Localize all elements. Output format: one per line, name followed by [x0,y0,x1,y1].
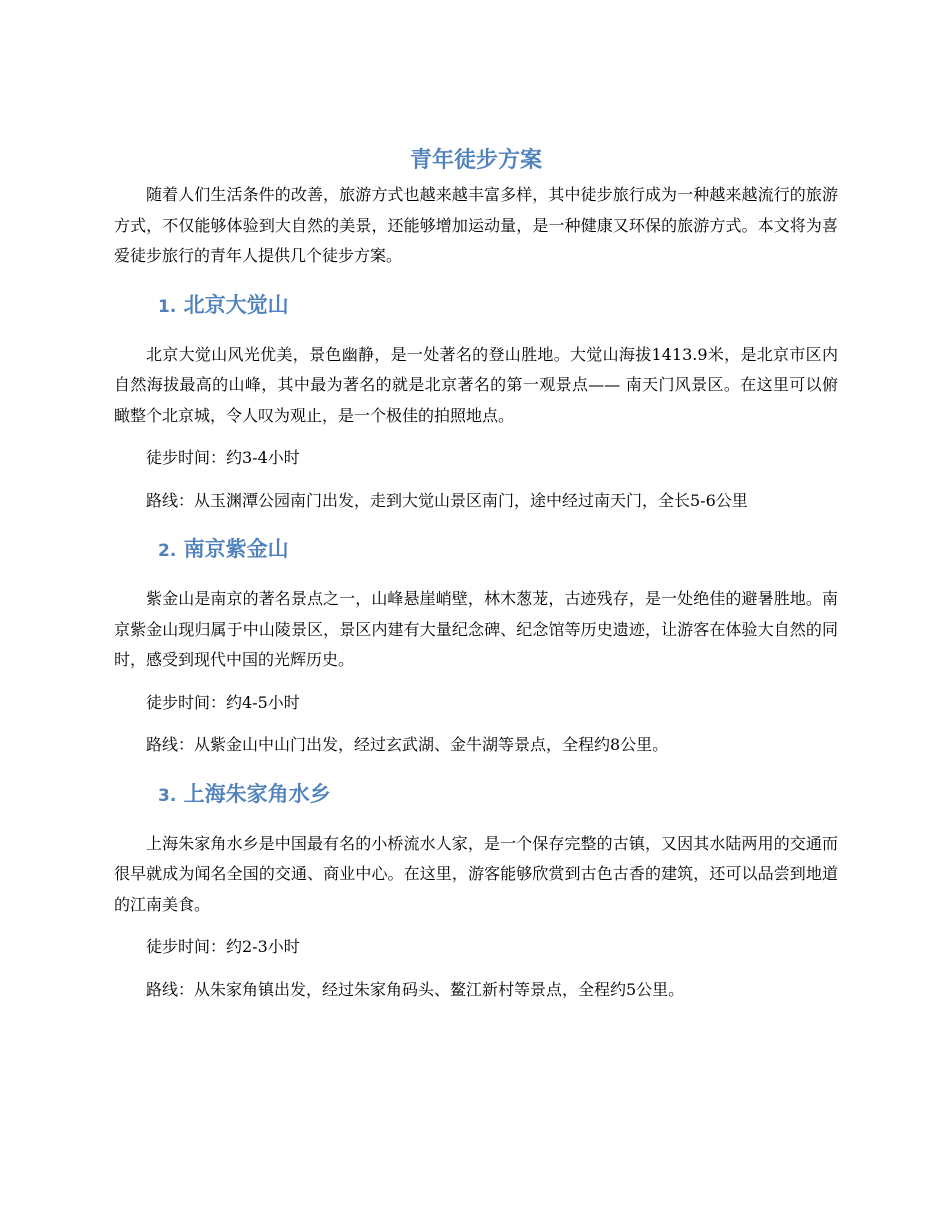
hiking-time: 徒步时间：约3-4小时 [146,448,300,467]
document-page [114,146,838,1005]
hiking-time: 徒步时间：约4-5小时 [146,692,300,712]
section-heading [158,779,838,811]
section-description: 紫金山是南京的著名景点之一，山峰悬崖峭壁，林木葱茏，古迹残存，是一处绝佳的避暑胜地。南京紫金山现归属于中山陵景区，景区内建有大量纪念碑、纪念馆等历史遗迹，让游客在体验大自然的同时，感受到现代中国的光辉历史。 [114,589,838,669]
route-info: 路线：从玉渊潭公园南门出发，走到大觉山景区南门，途中经过南天门，全长5-6公里 [146,490,748,510]
section-heading [158,290,838,322]
hiking-time: 徒步时间：约2-3小时 [146,937,300,956]
section-title: 北京大觉山 [183,292,289,317]
section-2 [114,534,838,761]
section-number: 1. [158,296,177,317]
section-1 [114,290,838,517]
document-title: 青年徒步方案 [409,148,542,173]
section-number: 2. [158,541,177,561]
route-info: 路线：从紫金山中山门出发，经过玄武湖、金牛湖等景点，全程约8公里。 [146,735,669,754]
section-title: 上海朱家角水乡 [183,781,331,806]
section-heading [158,534,838,566]
section-description: 上海朱家角水乡是中国最有名的小桥流水人家，是一个保存完整的古镇，又因其水陆两用的交通而很早就成为闻名全国的交通、商业中心。在这里，游客能够欣赏到古色古香的建筑，还可以品尝到地道的江南美食。 [114,833,838,914]
section-3 [114,779,838,1006]
section-description: 北京大觉山风光优美，景色幽静，是一处著名的登山胜地。大觉山海拔1413.9米，是北京市区内自然海拔最高的山峰，其中最为著名的就是北京著名的第一观景点—— 南天门风景区。在这里可以俯瞰整个北京城，令人叹为观止，是一个极佳的拍照地点。 [114,344,838,425]
route-info: 路线：从朱家角镇出发，经过朱家角码头、鳌江新村等景点，全程约5公里。 [146,979,685,999]
intro-paragraph: 随着人们生活条件的改善，旅游方式也越来越丰富多样，其中徒步旅行成为一种越来越流行的旅游方式，不仅能够体验到大自然的美景，还能够增加运动量，是一种健康又环保的旅游方式。本文将为喜爱徒步旅行的青年人提供几个徒步方案。 [114,185,838,265]
section-title: 南京紫金山 [183,537,289,561]
section-number: 3. [158,785,177,806]
